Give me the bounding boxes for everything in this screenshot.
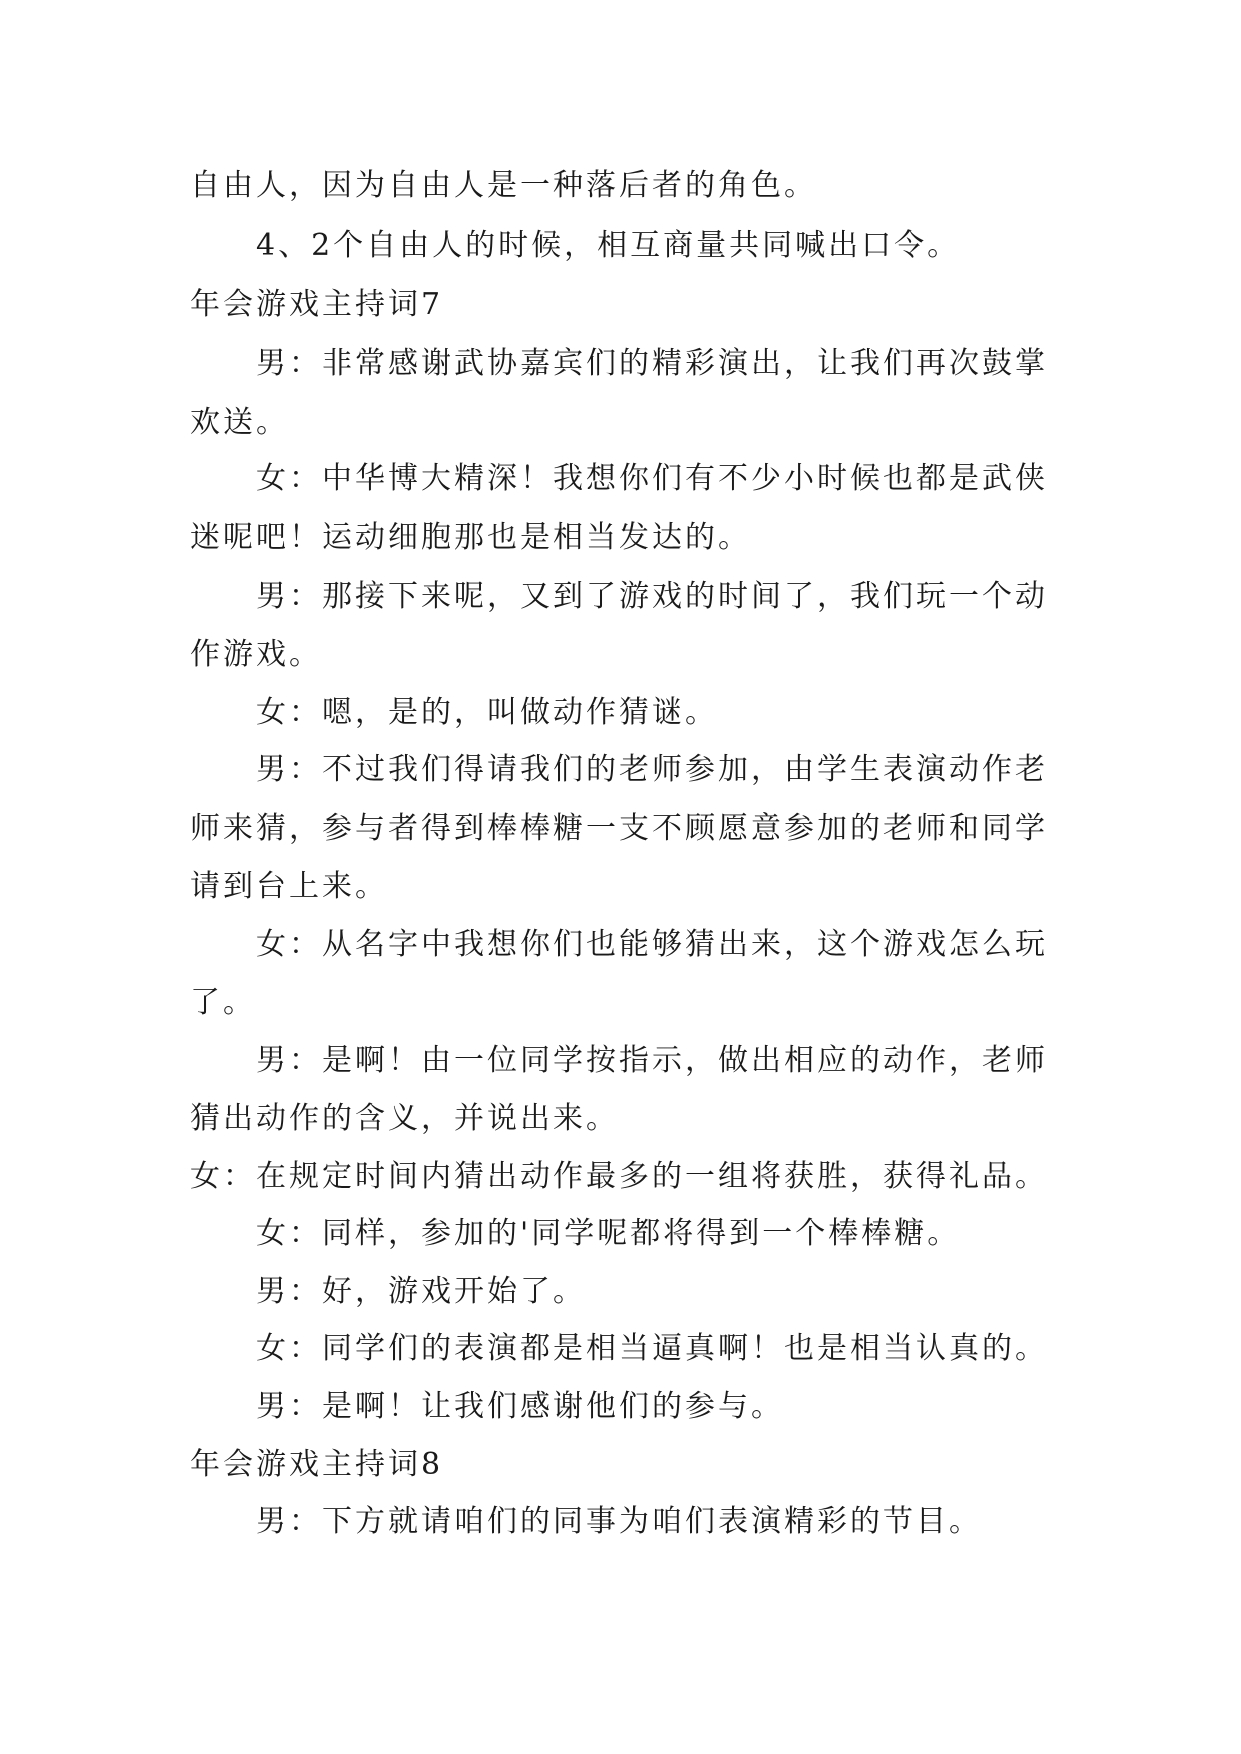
text-line: 女：在规定时间内猜出动作最多的一组将获胜，获得礼品。: [190, 1159, 1048, 1194]
section-heading: 年会游戏主持词8: [190, 1447, 444, 1482]
text-line: 作游戏。: [190, 637, 322, 672]
text-line: 迷呢吧！运动细胞那也是相当发达的。: [190, 520, 751, 555]
text-line: 了。: [190, 985, 256, 1020]
text-line: 女：从名字中我想你们也能够猜出来，这个游戏怎么玩: [256, 927, 1048, 962]
text-line: 师来猜，参与者得到棒棒糖一支不顾愿意参加的老师和同学: [190, 811, 1048, 846]
text-line: 女：嗯，是的，叫做动作猜谜。: [256, 695, 718, 730]
text-line: 女：同样，参加的'同学呢都将得到一个棒棒糖。: [256, 1216, 961, 1251]
text-line: 男：非常感谢武协嘉宾们的精彩演出，让我们再次鼓掌: [256, 346, 1048, 381]
text-line: 男：是啊！让我们感谢他们的参与。: [256, 1389, 784, 1424]
text-line: 男：那接下来呢，又到了游戏的时间了，我们玩一个动: [256, 579, 1048, 614]
text-line: 男：不过我们得请我们的老师参加，由学生表演动作老: [256, 752, 1048, 787]
text-line: 男：好，游戏开始了。: [256, 1274, 586, 1309]
text-line: 请到台上来。: [190, 869, 388, 904]
text-line: 男：下方就请咱们的同事为咱们表演精彩的节目。: [256, 1504, 982, 1539]
text-line: 女：同学们的表演都是相当逼真啊！也是相当认真的。: [256, 1331, 1048, 1366]
text-line: 猜出动作的含义，并说出来。: [190, 1101, 619, 1136]
text-line: 女：中华博大精深！我想你们有不少小时候也都是武侠: [256, 461, 1048, 496]
section-heading: 年会游戏主持词7: [190, 287, 444, 322]
text-line: 自由人，因为自由人是一种落后者的角色。: [190, 168, 817, 203]
text-line: 4、2个自由人的时候，相互商量共同喊出口令。: [256, 228, 961, 263]
text-line: 欢送。: [190, 405, 289, 440]
text-line: 男：是啊！由一位同学按指示，做出相应的动作，老师: [256, 1043, 1048, 1078]
